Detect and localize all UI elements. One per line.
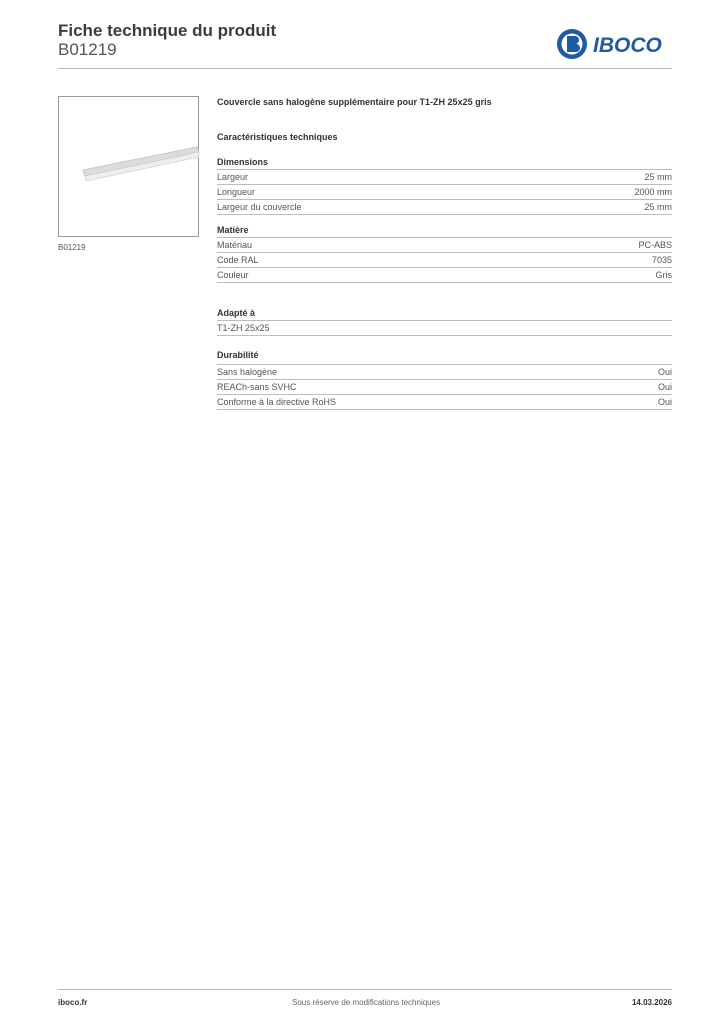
page-title: Fiche technique du produit (58, 21, 277, 40)
header-divider (58, 68, 672, 69)
section-durabilite (217, 348, 672, 410)
footer-website-link[interactable]: iboco.fr (58, 998, 88, 1007)
spec-label: T1-ZH 25x25 (217, 323, 270, 333)
spec-label: Largeur du couvercle (217, 202, 302, 212)
spec-value: Oui (657, 382, 672, 392)
spec-value: 7035 (651, 255, 672, 265)
specs-heading: Caractéristiques techniques (217, 132, 338, 142)
footer-notice: Sous réserve de modifications techniques (292, 998, 441, 1007)
spec-row (217, 169, 672, 184)
footer-divider (58, 989, 672, 990)
spec-row (217, 379, 672, 394)
product-cover-profile-image (59, 97, 200, 238)
section-adapte (217, 306, 672, 336)
spec-value: Oui (657, 397, 672, 407)
spec-label: Sans halogène (217, 367, 278, 377)
spec-value: 2000 mm (634, 187, 672, 197)
spec-row (217, 364, 672, 379)
section-matiere (217, 223, 672, 283)
product-code: B01219 (58, 40, 117, 59)
logo-text: IBOCO (593, 34, 662, 57)
spec-value: 25 mm (644, 202, 672, 212)
spec-value: PC-ABS (638, 240, 672, 250)
spec-label: Conforme à la directive RoHS (217, 397, 337, 407)
spec-row (217, 237, 672, 252)
spec-row (217, 394, 672, 409)
section-title: Adapté à (217, 308, 256, 318)
section-dimensions (217, 155, 672, 215)
image-caption: B01219 (58, 243, 86, 252)
spec-label: Matériau (217, 240, 253, 250)
spec-row (217, 252, 672, 267)
section-title: Durabilité (217, 350, 259, 360)
spec-label: REACh-sans SVHC (217, 382, 297, 392)
spec-value: Oui (657, 367, 672, 377)
section-title: Matière (217, 225, 249, 235)
spec-label: Code RAL (217, 255, 259, 265)
spec-row (217, 320, 672, 335)
spec-label: Longueur (217, 187, 256, 197)
iboco-logo (555, 27, 675, 61)
spec-row (217, 267, 672, 282)
spec-row (217, 184, 672, 199)
spec-label: Largeur (217, 172, 249, 182)
spec-row (217, 199, 672, 214)
product-image (58, 96, 199, 237)
product-title: Couvercle sans halogène supplémentaire pour T1-ZH 25x25 gris (217, 97, 492, 107)
section-title: Dimensions (217, 157, 269, 167)
spec-value: 25 mm (644, 172, 672, 182)
footer-date: 14.03.2026 (631, 998, 672, 1007)
spec-label: Couleur (217, 270, 249, 280)
spec-value: Gris (655, 270, 672, 280)
spec-content (217, 95, 672, 410)
